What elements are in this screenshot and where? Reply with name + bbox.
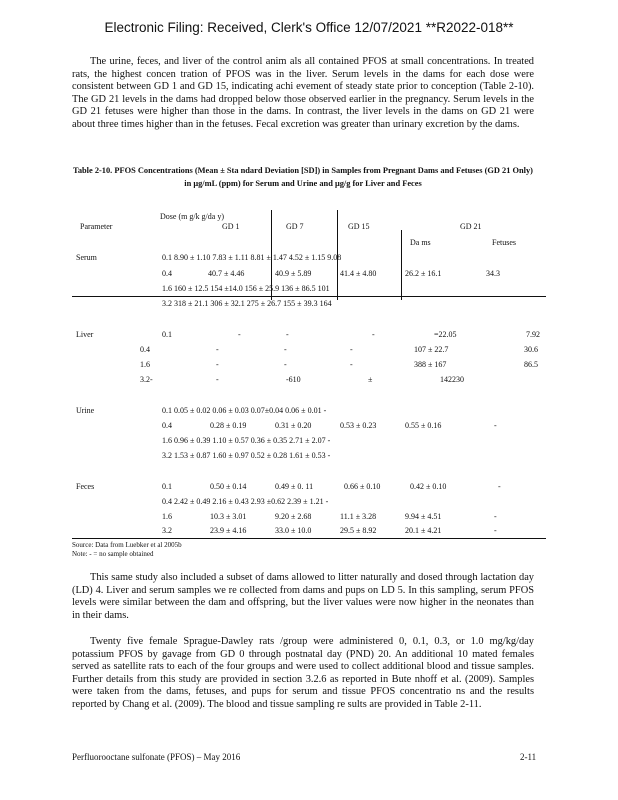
table-cell: 0.50 ± 0.14 (210, 482, 247, 491)
table-cell: - (494, 526, 497, 535)
table-cell: 9.20 ± 2.68 (275, 512, 312, 521)
table-cell: 0.28 ± 0.19 (210, 421, 247, 430)
table-cell: - (494, 421, 497, 430)
table-cell: 3.2 (162, 526, 172, 535)
table-caption: Table 2-10. PFOS Concentrations (Mean ± Sta ndard Deviation [SD]) in Samples from Pregnant Dams and Fetuses (GD 21 Only) in μg/mL (ppm) for Serum and Urine and μg/g for Liver and Feces (73, 166, 533, 188)
dams-header: Da ms (410, 238, 431, 247)
table-cell: - (216, 345, 219, 354)
table-cell: 34.3 (486, 269, 500, 278)
serum-label: Serum (76, 253, 97, 262)
table-cell: 30.6 (524, 345, 538, 354)
paragraph-intro: The urine, feces, and liver of the control anim als all contained PFOS at small concentrations. In treated rats, the highest concen tration of PFOS was in the liver. Serum levels in the dams for each dose were consistent between GD 1 and GD 15, indicating achi evement of steady state prior to conception (Table 2-10). The GD 21 levels in the dams had dropped below those observed earlier in the pregnancy. Serum levels in the GD 21 fetuses were higher than those in the dams. In contrast, the liver levels in the dams on GD 21 were about three times higher than in the fetuses. Fecal excretion was greater than urinary excretion by the dams. (72, 56, 534, 130)
table-cell: 0.1 (162, 482, 172, 491)
table-cell: - (216, 375, 219, 384)
table-row: 0.1 0.05 ± 0.02 0.06 ± 0.03 0.07±0.04 0.06 ± 0.01 - (162, 406, 327, 415)
paragraph-sprague-dawley: Twenty five female Sprague-Dawley rats /group were administered 0, 0.1, 0.3, or 1.0 mg/kg/day potassium PFOS by gavage from GD 0 through postnatal day (PND) 20. An additional 10 mated females served as satellite rats to each of the four groups and were used to collect additional blood and tissue samples. Further details from this study are provided in section 3.2.6 as reported in Bute nhoff et al. (2009). Samples were taken from the dams, fetuses, and pups for serum and tissue PFOS concentratio ns and the results reported by Chang et al. (2009). The blood and tissue sampling re sults are provided in Table 2-11. (72, 636, 534, 710)
table-cell: 33.0 ± 10.0 (275, 526, 312, 535)
table-row: 1.6 0.96 ± 0.39 1.10 ± 0.57 0.36 ± 0.35 2.71 ± 2.07 - (162, 436, 331, 445)
table-cell: 86.5 (524, 360, 538, 369)
table-cell: 142230 (440, 375, 464, 384)
table-cell: 1.6 (162, 512, 172, 521)
table-cell: - (498, 482, 501, 491)
table-cell: 0.42 ± 0.10 (410, 482, 447, 491)
table-cell: 0.31 ± 0.20 (275, 421, 312, 430)
footer-title: Perfluorooctane sulfonate (PFOS) – May 2016 (72, 752, 241, 762)
table-cell: 107 ± 22.7 (414, 345, 449, 354)
table-cell: =22.05 (434, 330, 457, 339)
table-cell: - (238, 330, 241, 339)
table-cell: 0.66 ± 0.10 (344, 482, 381, 491)
page-number: 2-11 (520, 752, 537, 762)
table-cell: 41.4 ± 4.80 (340, 269, 377, 278)
dose-header: Dose (m g/k g/da y) (160, 212, 224, 221)
table-cell: 0.1 (162, 330, 172, 339)
table-cell: 40.7 ± 4.46 (208, 269, 245, 278)
filing-header: Electronic Filing: Received, Clerk's Office 12/07/2021 **R2022-018** (104, 20, 514, 35)
gd21-header: GD 21 (460, 222, 482, 231)
table-cell: 1.6 (140, 360, 150, 369)
table-cell: 0.49 ± 0. 11 (275, 482, 314, 491)
table-cell: 0.4 (162, 421, 172, 430)
table-cell: - (286, 330, 289, 339)
feces-label: Feces (76, 482, 95, 491)
table-cell: - (284, 360, 287, 369)
fetuses-header: Fetuses (492, 238, 516, 247)
table-cell: 26.2 ± 16.1 (405, 269, 442, 278)
table-cell: -610 (286, 375, 301, 384)
table-row: 3.2 1.53 ± 0.87 1.60 ± 0.97 0.52 ± 0.28 1.61 ± 0.53 - (162, 451, 331, 460)
table-cell: 388 ± 167 (414, 360, 447, 369)
gd7-header: GD 7 (286, 222, 304, 231)
table-cell: 7.92 (526, 330, 540, 339)
table-cell: 10.3 ± 3.01 (210, 512, 247, 521)
table-cell: 9.94 ± 4.51 (405, 512, 442, 521)
gd1-header: GD 1 (222, 222, 240, 231)
table-row: 0.4 2.42 ± 0.49 2.16 ± 0.43 2.93 ±0.62 2.39 ± 1.21 - (162, 497, 329, 506)
table-cell: - (372, 330, 375, 339)
table-row: 1.6 160 ± 12.5 154 ±14.0 156 ± 25.9 136 ± 86.5 101 (162, 284, 330, 293)
table-cell: 3.2- (140, 375, 153, 384)
table-cell: 0.4 (162, 269, 172, 278)
table-cell: - (216, 360, 219, 369)
gd15-header: GD 15 (348, 222, 370, 231)
table-cell: - (494, 512, 497, 521)
table-cell: 0.4 (140, 345, 150, 354)
table-cell: ± (368, 375, 373, 384)
table-cell: 40.9 ± 5.89 (275, 269, 312, 278)
table-row: 0.1 8.90 ± 1.10 7.83 ± 1.11 8.81 ± 1.47 4.52 ± 1.15 9.08 (162, 253, 342, 262)
table-cell: 29.5 ± 8.92 (340, 526, 377, 535)
paragraph-lactation: This same study also included a subset of dams allowed to litter naturally and dosed through lactation day (LD) 4. Liver and serum samples we re collected from dams and pups on LD 5. In this sampling, serum PFOS levels were similar between the dam and offspring, but the liver values were now higher in the neonates than in their dams. (72, 572, 534, 621)
table-cell: 0.53 ± 0.23 (340, 421, 377, 430)
parameter-header: Parameter (80, 222, 113, 231)
table-source: Source: Data from Luebker et al 2005b (72, 541, 182, 549)
urine-label: Urine (76, 406, 95, 415)
table-cell: 0.55 ± 0.16 (405, 421, 442, 430)
table-cell: - (350, 360, 353, 369)
table-cell: 20.1 ± 4.21 (405, 526, 442, 535)
table-cell: - (350, 345, 353, 354)
table-cell: 11.1 ± 3.28 (340, 512, 377, 521)
table-cell: 23.9 ± 4.16 (210, 526, 247, 535)
table-cell: - (284, 345, 287, 354)
table-note: Note: - = no sample obtained (72, 550, 154, 558)
liver-label: Liver (76, 330, 94, 339)
table-row: 3.2 318 ± 21.1 306 ± 32.1 275 ± 26.7 155 ± 39.3 164 (162, 299, 332, 308)
